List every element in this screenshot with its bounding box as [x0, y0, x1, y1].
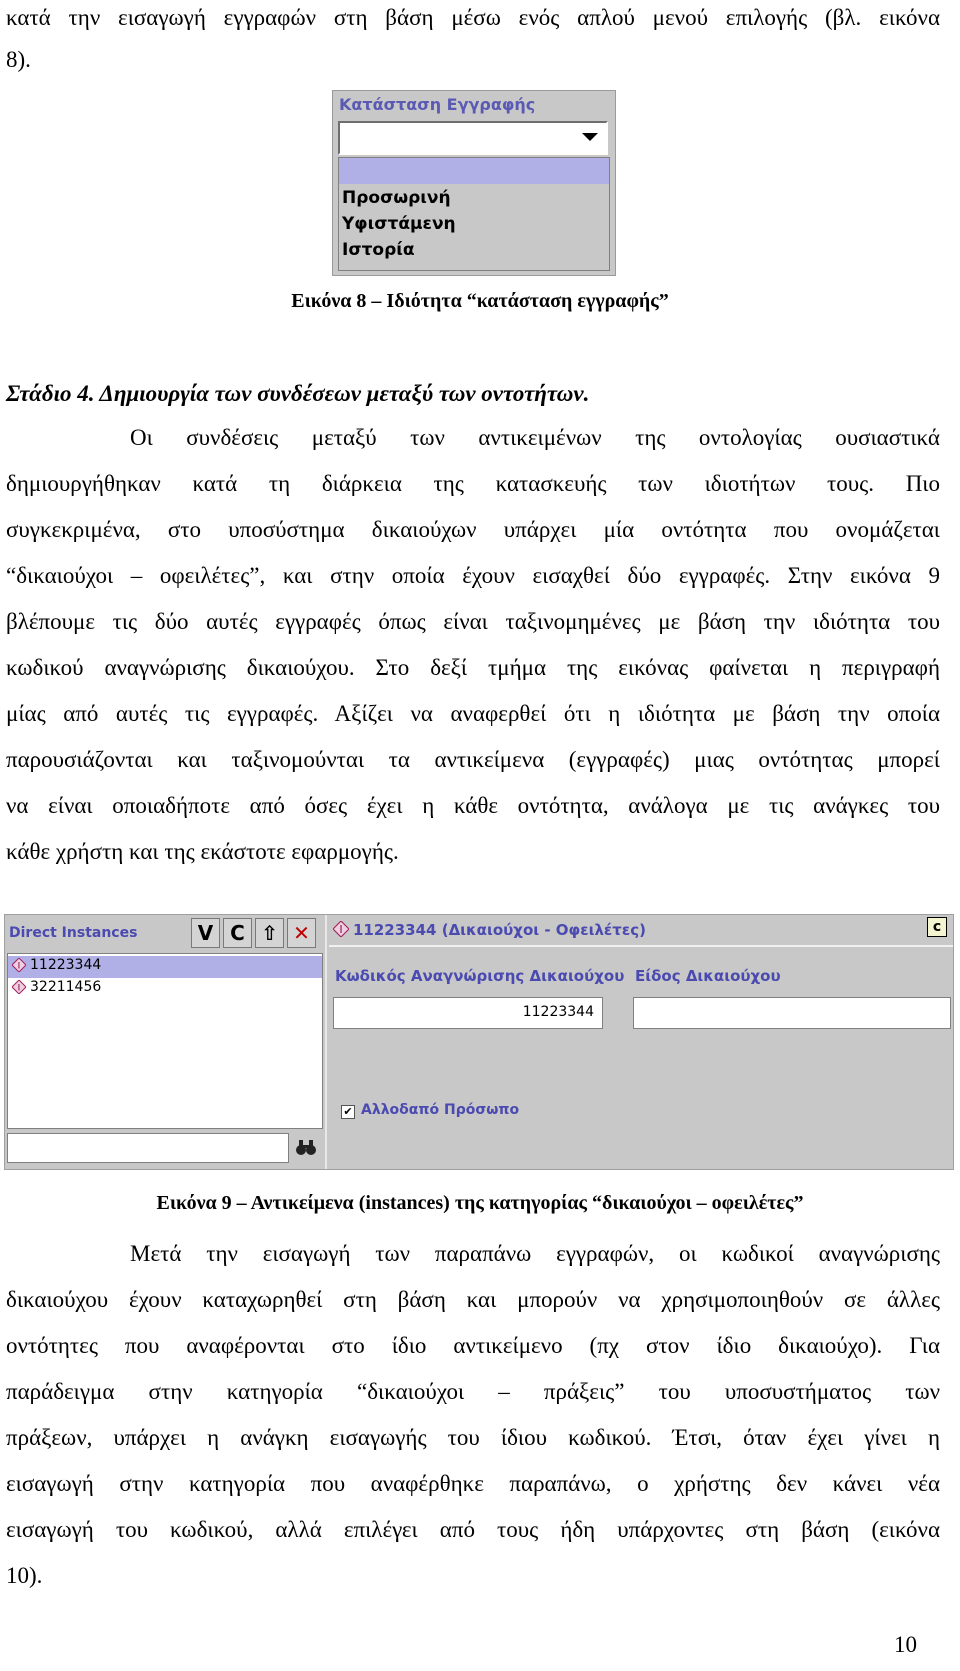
instance-icon — [333, 921, 349, 937]
paragraph2-line: παράδειγμα στην κατηγορία “δικαιούχοι – πράξεις” του υποσυστήματος των — [6, 1379, 940, 1404]
instances-list — [7, 953, 323, 1129]
record-status-options — [338, 157, 610, 271]
direct-instances-title: Direct Instances — [9, 925, 138, 941]
instance-icon — [12, 980, 26, 994]
divider — [329, 945, 953, 947]
paragraph2-line: 10). — [6, 1563, 43, 1588]
instance-label: 32211456 — [30, 979, 102, 995]
view-button[interactable]: V — [191, 918, 220, 948]
paragraph1-line: βλέπουμε τις δύο αυτές εγγραφές όπως είναι ταξινομημένες με βάση την ιδιότητα του — [6, 609, 940, 634]
list-item[interactable] — [8, 978, 322, 1000]
foreign-person-checkbox[interactable]: ✔ — [341, 1105, 355, 1119]
paragraph2-line: Μετά την εισαγωγή των παραπάνω εγγραφών, οι κωδικοί αναγνώρισης — [130, 1241, 940, 1266]
selected-option-highlight[interactable] — [339, 158, 609, 184]
option-temporary[interactable]: Προσωρινή — [342, 188, 451, 208]
page-number: 10 — [894, 1632, 917, 1657]
paragraph1-line: κάθε χρήστη και της εκάστοτε εφαρμογής. — [6, 839, 399, 864]
svg-text:I: I — [17, 983, 21, 994]
paragraph1-line: δημιουργήθηκαν κατά τη διάρκεια της κατασκευής των ιδιοτήτων τους. Πιο — [6, 471, 940, 496]
figure9-caption: Εικόνα 9 – Αντικείμενα (instances) της κατηγορίας “δικαιούχοι – οφειλέτες” — [156, 1192, 804, 1214]
paragraph1-line: “δικαιούχοι – οφειλέτες”, και στην οποία έχουν εισαχθεί δύο εγγραφές. Στην εικόνα 9 — [6, 563, 940, 588]
instance-label: 11223344 — [30, 957, 102, 973]
svg-text:I: I — [339, 924, 343, 936]
class-button[interactable]: c — [927, 917, 947, 937]
instance-icon — [12, 958, 26, 972]
move-up-button[interactable]: ⇧ — [255, 918, 284, 948]
field1-label: Κωδικός Αναγνώρισης Δικαιούχου — [335, 967, 625, 985]
intro-line-1: κατά την εισαγωγή εγγραφών στη βάση μέσω ενός απλού μενού επιλογής (βλ. εικόνα — [6, 5, 940, 30]
paragraph2-line: εισαγωγή του κωδικού, αλλά επιλέγει από τους ήδη υπάρχοντες στη βάση (εικόνα — [6, 1517, 940, 1542]
beneficiary-type-field[interactable] — [633, 997, 951, 1029]
direct-instances-pane — [5, 915, 327, 1169]
intro-line-2: 8). — [6, 47, 31, 72]
paragraph1-line: να είναι οποιαδήποτε από όσες έχει η κάθε οντότητα, ανάλογα με τις ανάγκες του — [6, 793, 940, 818]
paragraph1-line: μίας από αυτές τις εγγραφές. Αξίζει να αναφερθεί ότι η ιδιότητα με βάση την οποία — [6, 701, 940, 726]
find-instance-input[interactable] — [7, 1133, 289, 1163]
record-status-title: Κατάσταση Εγγραφής — [339, 95, 536, 114]
option-history[interactable]: Ιστορία — [342, 240, 415, 260]
list-item[interactable] — [8, 956, 322, 978]
record-status-dropdown[interactable] — [338, 121, 608, 155]
paragraph1-line: κωδικού αναγνώρισης δικαιούχου. Στο δεξί τμήμα της εικόνας φαίνεται η περιγραφή — [6, 655, 940, 680]
checkbox-label: Αλλοδαπό Πρόσωπο — [361, 1102, 520, 1118]
delete-button[interactable]: ✕ — [287, 918, 316, 948]
paragraph1-line: Οι συνδέσεις μεταξύ των αντικειμένων της οντολογίας ουσιαστικά — [130, 425, 940, 450]
create-button[interactable]: C — [223, 918, 252, 948]
paragraph1-line: συγκεκριμένα, στο υποσύστημα δικαιούχων υπάρχει μία οντότητα που ονομάζεται — [6, 517, 940, 542]
paragraph2-line: εισαγωγή στην κατηγορία που αναφέρθηκε παραπάνω, ο χρήστης δεν κάνει νέα — [6, 1471, 940, 1496]
svg-text:I: I — [17, 961, 21, 972]
field2-label: Είδος Δικαιούχου — [635, 967, 781, 985]
paragraph2-line: δικαιούχου έχουν καταχωρηθεί στη βάση και μπορούν να χρησιμοποιηθούν σε άλλες — [6, 1287, 940, 1312]
record-status-widget — [332, 90, 616, 276]
option-existing[interactable]: Υφιστάμενη — [342, 214, 456, 234]
beneficiary-code-field[interactable] — [333, 997, 603, 1029]
paragraph1-line: παρουσιάζονται και ταξινομούνται τα αντικείμενα (εγγραφές) μιας οντότητας μπορεί — [6, 747, 940, 772]
figure8-caption: Εικόνα 8 – Ιδιότητα “κατάσταση εγγραφής” — [291, 290, 669, 312]
chevron-down-icon[interactable] — [582, 133, 598, 141]
instance-title: 11223344 (Δικαιούχοι - Οφειλέτες) — [353, 921, 646, 939]
instances-panel — [4, 914, 954, 1170]
beneficiary-code-value: 11223344 — [522, 1004, 594, 1020]
paragraph2-line: πράξεων, υπάρχει η ανάγκη εισαγωγής του ίδιου κωδικού. Έτσι, όταν έχει γίνει η — [6, 1425, 940, 1450]
stage-heading: Στάδιο 4. Δημιουργία των συνδέσεων μεταξύ των οντοτήτων. — [6, 381, 590, 406]
instance-form-pane — [329, 915, 953, 1169]
binoculars-icon[interactable] — [295, 1137, 317, 1157]
paragraph2-line: οντότητες που αναφέρονται στο ίδιο αντικείμενο (πχ στον ίδιο δικαιούχο). Για — [6, 1333, 940, 1358]
